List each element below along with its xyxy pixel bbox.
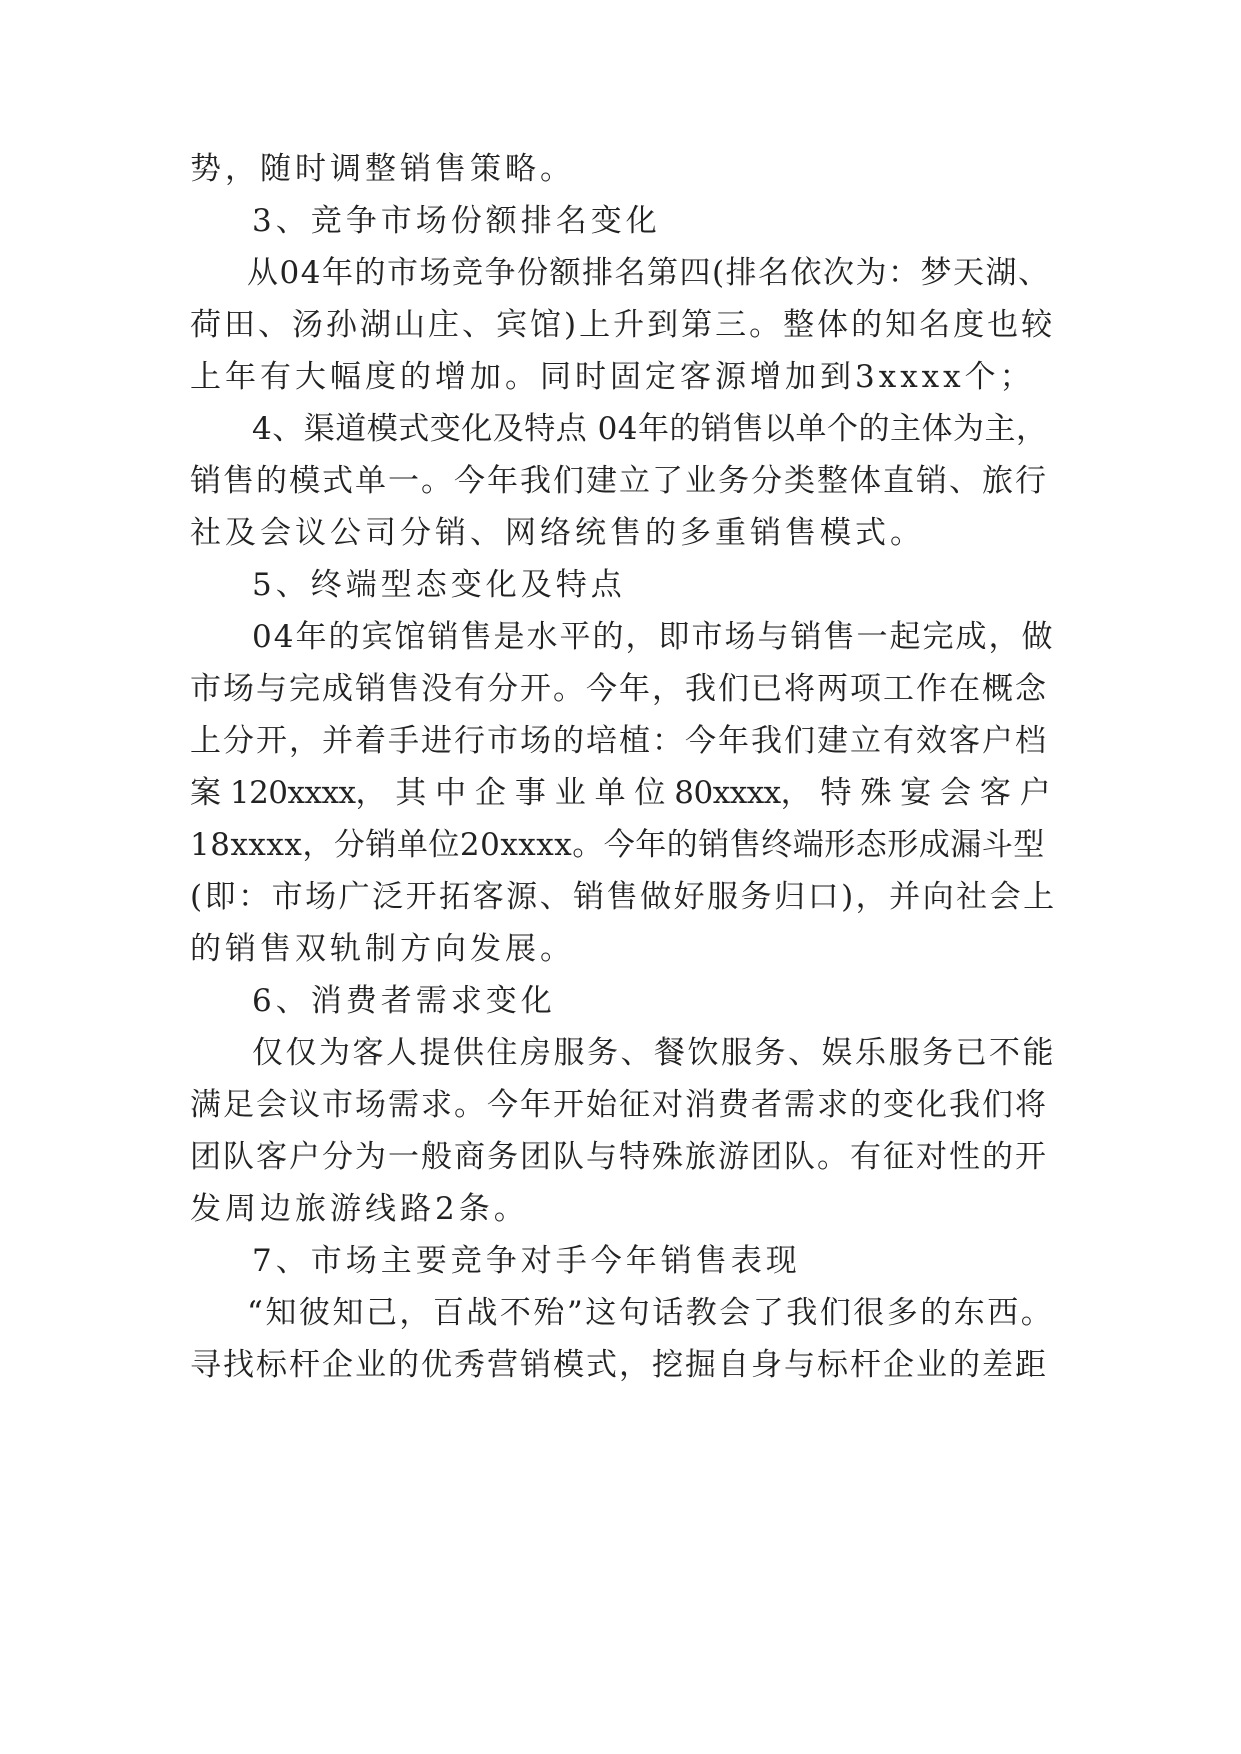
section-heading: 7、市场主要竞争对手今年销售表现 bbox=[252, 1243, 801, 1279]
text-line: 满足会议市场需求。今年开始征对消费者需求的变化我们将 bbox=[190, 1087, 1048, 1123]
text-line: 18xxxx，分销单位20xxxx。今年的销售终端形态形成漏斗型 bbox=[190, 827, 1045, 863]
text-line: 上分开，并着手进行市场的培植：今年我们建立有效客户档 bbox=[190, 723, 1048, 759]
text-line: (即：市场广泛开拓客源、销售做好服务归口)，并向社会上 bbox=[190, 879, 1057, 915]
text-line: 发周边旅游线路2条。 bbox=[190, 1191, 529, 1227]
section-heading: 4、渠道模式变化及特点 04年的销售以单个的主体为主， bbox=[252, 411, 1048, 447]
text-line: 市场与完成销售没有分开。今年，我们已将两项工作在概念 bbox=[190, 671, 1048, 707]
text-line: 的销售双轨制方向发展。 bbox=[190, 931, 575, 967]
section-heading: 5、终端型态变化及特点 bbox=[252, 567, 626, 603]
text-line: 04年的宾馆销售是水平的，即市场与销售一起完成，做 bbox=[252, 619, 1055, 655]
text-line: 势，随时调整销售策略。 bbox=[190, 151, 575, 187]
text-line: 社及会议公司分销、网络统售的多重销售模式。 bbox=[190, 515, 925, 551]
text-line: 销售的模式单一。今年我们建立了业务分类整体直销、旅行 bbox=[190, 463, 1048, 499]
text-line: 荷田、汤孙湖山庄、宾馆)上升到第三。整体的知名度也较 bbox=[190, 307, 1056, 343]
text-line: 团队客户分为一般商务团队与特殊旅游团队。有征对性的开 bbox=[190, 1139, 1048, 1175]
text-line: 上年有大幅度的增加。同时固定客源增加到3xxxx个； bbox=[190, 359, 1035, 395]
section-heading: 3、竞争市场份额排名变化 bbox=[252, 203, 661, 239]
text-line: “知彼知己，百战不殆”这句话教会了我们很多的东西。 bbox=[247, 1295, 1055, 1331]
text-line: 从04年的市场竞争份额排名第四(排名依次为：梦天湖、 bbox=[247, 255, 1051, 291]
text-line: 案 120xxxx， 其 中 企 事 业 单 位 80xxxx， 特 殊 宴 会 客 户 bbox=[190, 775, 1051, 811]
text-line: 寻找标杆企业的优秀营销模式，挖掘自身与标杆企业的差距 bbox=[190, 1347, 1048, 1383]
section-heading: 6、消费者需求变化 bbox=[252, 983, 556, 1019]
text-line: 仅仅为客人提供住房服务、餐饮服务、娱乐服务已不能 bbox=[252, 1035, 1056, 1071]
